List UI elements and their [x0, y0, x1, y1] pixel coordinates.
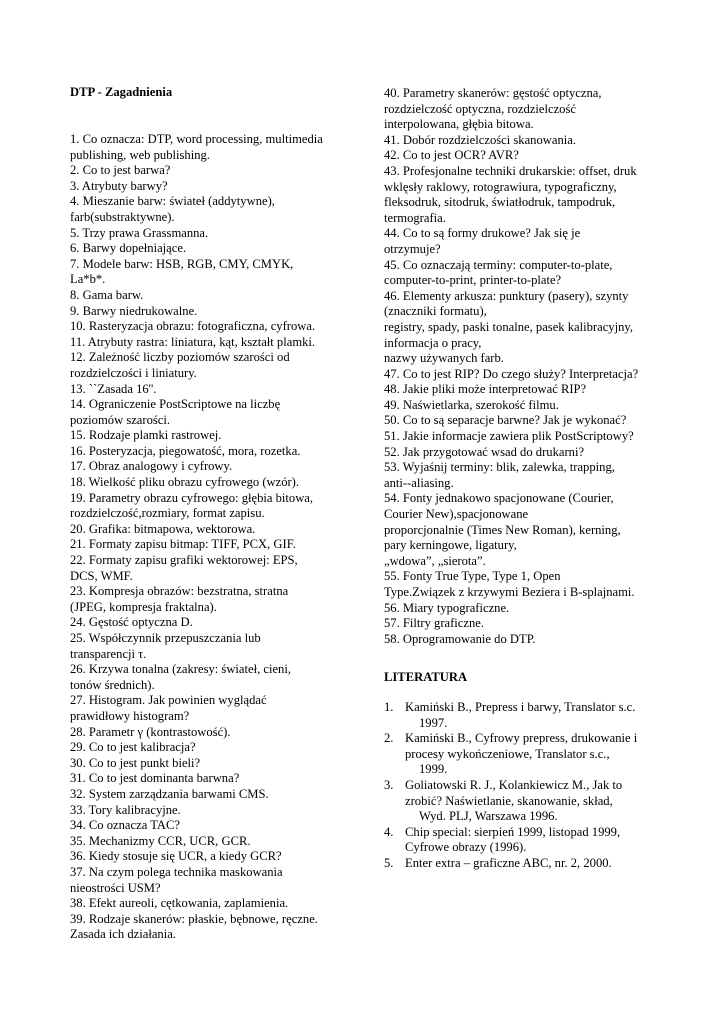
- topic-line: 33. Tory kalibracyjne.: [70, 802, 181, 817]
- topic-line: 14. Ograniczenie PostScriptowe na liczbę: [70, 397, 281, 412]
- topic-line: 44. Co to są formy drukowe? Jak się je: [384, 226, 581, 241]
- topic-line: Type.Związek z krzywymi Beziera i B-splajnami.: [384, 585, 635, 599]
- topic-line: informacja o pracy,: [384, 335, 482, 350]
- topic-line: 4. Mieszanie barw: świateł (addytywne),: [70, 194, 275, 209]
- topic-line: poziomów szarości.: [70, 412, 171, 427]
- topic-line: 53. Wyjaśnij terminy: blik, zalewka, trapping,: [384, 460, 615, 475]
- topic-line: rozdzielczość optyczna, rozdzielczość: [384, 101, 576, 116]
- topic-line: 15. Rodzaje plamki rastrowej.: [70, 428, 222, 443]
- topic-line: rozdzielczości i liniatury.: [70, 365, 197, 380]
- topic-line: 13. ``Zasada 16''.: [70, 381, 157, 396]
- topic-line: 9. Barwy niedrukowalne.: [70, 303, 198, 318]
- topic-line: 17. Obraz analogowy i cyfrowy.: [70, 459, 233, 474]
- topic-line: prawidłowy histogram?: [70, 708, 190, 723]
- literature-item: [384, 731, 674, 778]
- topic-line: 47. Co to jest RIP? Do czego służy? Interpretacja?: [384, 366, 639, 381]
- topic-list-right: [384, 86, 674, 647]
- topic-line: (znaczniki formatu),: [384, 304, 487, 319]
- topic-line: 48. Jakie pliki może interpretować RIP?: [384, 382, 587, 397]
- topic-line: 11. Atrybuty rastra: liniatura, kąt, kształt plamki.: [70, 334, 316, 349]
- topic-line: termografia.: [384, 210, 446, 225]
- literature-number: 5.: [384, 855, 394, 870]
- literature-number: 4.: [384, 824, 394, 839]
- document-title: DTP - Zagadnienia: [70, 85, 173, 99]
- literature-text: Kamiński B., Cyfrowy prepress, drukowanie i: [405, 731, 638, 746]
- topic-line: 49. Naświetlarka, szerokość filmu.: [384, 397, 559, 412]
- topic-line: 55. Fonty True Type, Type 1, Open: [384, 569, 561, 584]
- topic-line: 16. Posteryzacja, piegowatość, mora, rozetka.: [70, 443, 301, 458]
- topic-line: 37. Na czym polega technika maskowania: [70, 864, 283, 879]
- topic-line: nazwy używanych farb.: [384, 351, 504, 366]
- literature-text: Wyd. PLJ, Warszawa 1996.: [419, 809, 558, 824]
- topic-line: 54. Fonty jednakowo spacjonowane (Courier,: [384, 491, 614, 506]
- topic-line: (JPEG, kompresja fraktalna).: [70, 599, 217, 614]
- topic-line: 25. Współczynnik przepuszczania lub: [70, 631, 261, 645]
- topic-line: farb(substraktywne).: [70, 209, 175, 224]
- topic-line: 41. Dobór rozdzielczości skanowania.: [384, 132, 576, 147]
- topic-line: DCS, WMF.: [70, 568, 133, 583]
- topic-line: registry, spady, paski tonalne, pasek kalibracyjny,: [384, 319, 634, 334]
- topic-line: 30. Co to jest punkt bieli?: [70, 755, 201, 770]
- topic-line: 34. Co oznacza TAC?: [70, 818, 180, 833]
- topic-line: Courier New),spacjonowane: [384, 507, 529, 522]
- topic-line: „wdowa”, „sierota”.: [384, 553, 486, 568]
- topic-line: 40. Parametry skanerów: gęstość optyczna,: [384, 86, 602, 100]
- topic-line: 6. Barwy dopełniające.: [70, 241, 187, 256]
- literature-text: procesy wykończeniowe, Translator s.c.,: [405, 746, 610, 761]
- topic-line: wklęsły raklowy, rotograwiura, typograficzny,: [384, 179, 617, 194]
- topic-line: 18. Wielkość pliku obrazu cyfrowego (wzór).: [70, 475, 300, 490]
- literature-item: [384, 778, 674, 825]
- topic-line: 50. Co to są separacje barwne? Jak je wykonać?: [384, 413, 627, 428]
- topic-line: 20. Grafika: bitmapowa, wektorowa.: [70, 521, 256, 536]
- topic-line: pary kerningowe, ligatury,: [384, 538, 517, 553]
- topic-line: 7. Modele barw: HSB, RGB, CMY, CMYK,: [70, 256, 294, 271]
- literature-heading: LITERATURA: [384, 670, 468, 684]
- topic-line: 28. Parametr γ (kontrastowość).: [70, 724, 231, 739]
- literature-text: 1999.: [419, 762, 448, 777]
- topic-line: 22. Formaty zapisu grafiki wektorowej: EPS,: [70, 553, 298, 568]
- topic-line: 38. Efekt aureoli, cętkowania, zaplamienia.: [70, 896, 289, 911]
- topic-list-left: [70, 132, 370, 943]
- literature-number: 3.: [384, 777, 394, 792]
- literature-text: Goliatowski R. J., Kolankiewicz M., Jak to: [405, 777, 623, 792]
- topic-line: 42. Co to jest OCR? AVR?: [384, 148, 519, 163]
- literature-text: Chip special: sierpień 1999, listopad 1999,: [405, 824, 621, 839]
- topic-line: publishing, web publishing.: [70, 147, 210, 162]
- literature-text: Cyfrowe obrazy (1996).: [405, 840, 527, 855]
- topic-line: 10. Rasteryzacja obrazu: fotograficzna, cyfrowa.: [70, 319, 316, 334]
- topic-line: 27. Histogram. Jak powinien wyglądać: [70, 693, 267, 708]
- topic-line: 3. Atrybuty barwy?: [70, 178, 168, 193]
- literature-text: Kamiński B., Prepress i barwy, Translator s.c.: [405, 700, 636, 714]
- topic-line: 52. Jak przygotować wsad do drukarni?: [384, 444, 585, 459]
- topic-line: 31. Co to jest dominanta barwna?: [70, 771, 240, 786]
- topic-line: 24. Gęstość optyczna D.: [70, 615, 193, 630]
- topic-line: transparencji τ.: [70, 646, 147, 661]
- literature-item: [384, 825, 674, 856]
- topic-line: 2. Co to jest barwa?: [70, 163, 171, 178]
- literature-number: 1.: [384, 700, 394, 714]
- topic-line: La*b*.: [70, 272, 106, 287]
- topic-line: 32. System zarządzania barwami CMS.: [70, 786, 269, 801]
- topic-line: nieostrości USM?: [70, 880, 161, 895]
- topic-line: 43. Profesjonalne techniki drukarskie: offset, druk: [384, 163, 637, 178]
- topic-line: 46. Elementy arkusza: punktury (pasery), szynty: [384, 288, 629, 303]
- topic-line: interpolowana, głębia bitowa.: [384, 117, 534, 132]
- topic-line: fleksodruk, sitodruk, światłodruk, tampodruk,: [384, 195, 616, 210]
- topic-line: 58. Oprogramowanie do DTP.: [384, 631, 536, 646]
- topic-line: 56. Miary typograficzne.: [384, 600, 510, 615]
- topic-line: 1. Co oznacza: DTP, word processing, multimedia: [70, 132, 323, 146]
- topic-line: 29. Co to jest kalibracja?: [70, 740, 196, 755]
- topic-line: computer-to-print, printer-to-plate?: [384, 273, 562, 288]
- topic-line: otrzymuje?: [384, 241, 441, 256]
- literature-number: 2.: [384, 731, 394, 746]
- topic-line: 21. Formaty zapisu bitmap: TIFF, PCX, GIF.: [70, 537, 296, 552]
- topic-line: proporcjonalnie (Times New Roman), kerning,: [384, 522, 621, 537]
- topic-line: 51. Jakie informacje zawiera plik PostScriptowy?: [384, 429, 634, 444]
- topic-line: 39. Rodzaje skanerów: płaskie, bębnowe, ręczne.: [70, 911, 318, 926]
- topic-line: 36. Kiedy stosuje się UCR, a kiedy GCR?: [70, 849, 282, 864]
- literature-list: [384, 700, 674, 872]
- topic-line: 5. Trzy prawa Grassmanna.: [70, 225, 209, 240]
- topic-line: anti--aliasing.: [384, 475, 454, 490]
- topic-line: 26. Krzywa tonalna (zakresy: świateł, cieni,: [70, 662, 292, 677]
- topic-line: 57. Filtry graficzne.: [384, 616, 485, 631]
- literature-text: zrobić? Naświetlanie, skanowanie, skład,: [405, 793, 613, 808]
- topic-line: 12. Zależność liczby poziomów szarości od: [70, 350, 290, 365]
- literature-item: [384, 700, 674, 731]
- topic-line: 23. Kompresja obrazów: bezstratna, stratna: [70, 584, 289, 599]
- topic-line: 35. Mechanizmy CCR, UCR, GCR.: [70, 833, 251, 848]
- literature-text: 1997.: [419, 715, 448, 730]
- topic-line: rozdzielczość,rozmiary, format zapisu.: [70, 506, 265, 521]
- topic-line: 19. Parametry obrazu cyfrowego: głębia bitowa,: [70, 490, 314, 505]
- topic-line: Zasada ich działania.: [70, 927, 176, 942]
- topic-line: 8. Gama barw.: [70, 287, 144, 302]
- topic-line: 45. Co oznaczają terminy: computer-to-plate,: [384, 257, 613, 272]
- literature-text: Enter extra – graficzne ABC, nr. 2, 2000.: [405, 855, 612, 870]
- literature-item: [384, 856, 674, 872]
- topic-line: tonów średnich).: [70, 677, 155, 692]
